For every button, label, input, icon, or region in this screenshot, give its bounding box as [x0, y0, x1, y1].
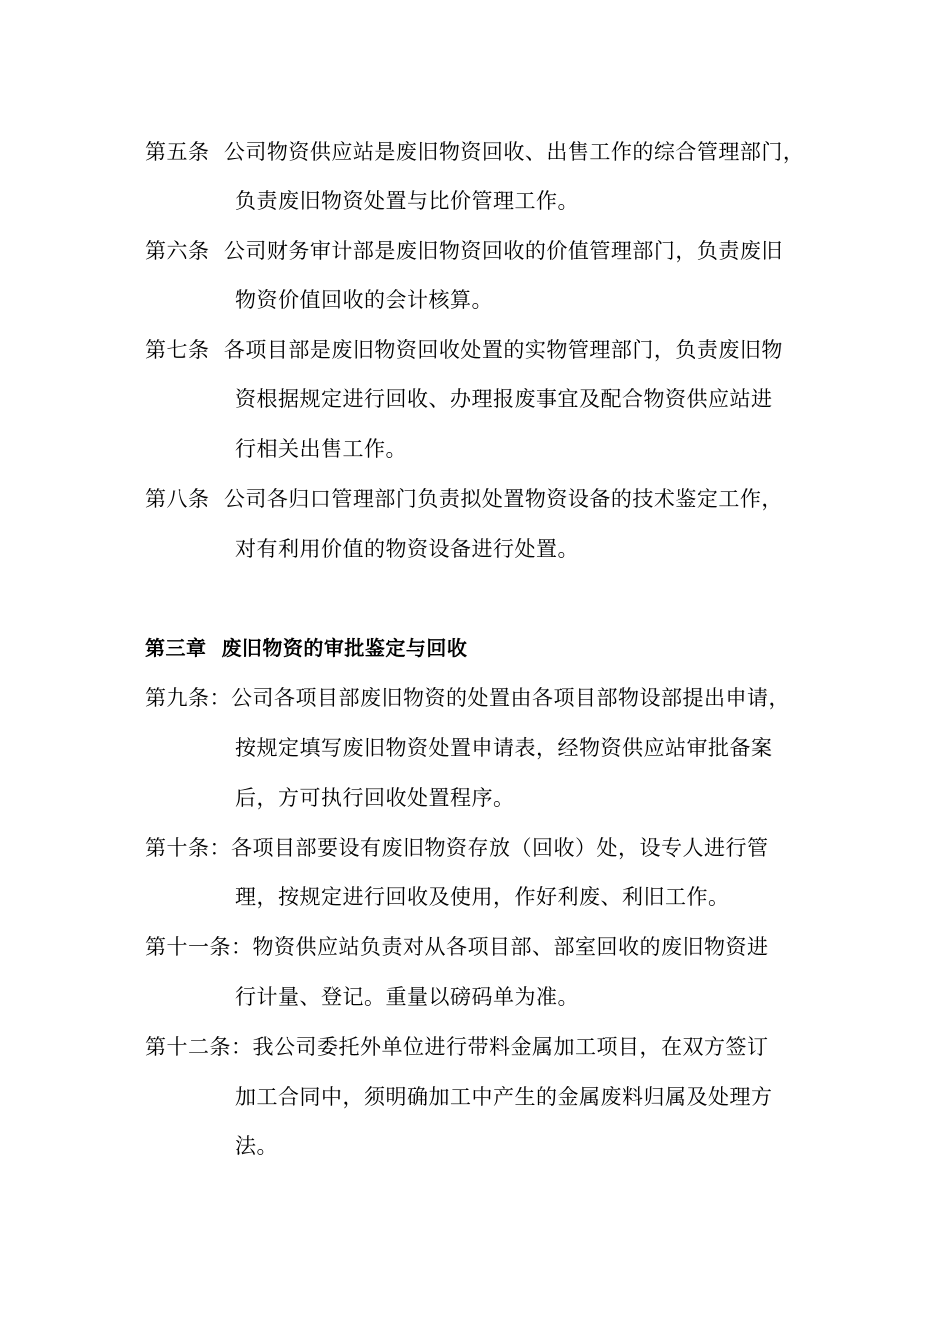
article-label: 第七条 [145, 338, 210, 362]
article-9-line-3: 后，方可执行回收处置程序。 [235, 786, 515, 810]
article-label: 第五条 [145, 140, 210, 164]
article-text: 公司物资供应站是废旧物资回收、出售工作的综合管理部门， [223, 140, 805, 164]
article-text: 物资供应站负责对从各项目部、部室回收的废旧物资进 [252, 935, 769, 959]
article-label: 第十一条： [145, 935, 253, 959]
article-6-line-1 [145, 236, 783, 266]
article-7-line-2: 资根据规定进行回收、办理报废事宜及配合物资供应站进 [235, 387, 773, 411]
article-text: 公司各项目部废旧物资的处置由各项目部物设部提出申请， [231, 686, 790, 710]
article-label: 第六条 [145, 239, 210, 263]
article-7-line-3: 行相关出售工作。 [235, 437, 407, 461]
article-12-line-3: 法。 [235, 1134, 278, 1158]
article-text: 各项目部要设有废旧物资存放（回收）处，设专人进行管 [231, 836, 769, 860]
article-text: 公司各归口管理部门负责拟处置物资设备的技术鉴定工作， [223, 487, 783, 511]
chapter-title: 废旧物资的审批鉴定与回收 [221, 636, 468, 660]
article-text: 各项目部是废旧物资回收处置的实物管理部门，负责废旧物 [223, 338, 783, 362]
article-label: 第八条 [145, 487, 210, 511]
article-text: 公司财务审计部是废旧物资回收的价值管理部门，负责废旧 [223, 239, 783, 263]
chapter-heading [145, 633, 467, 663]
article-5-line-2: 负责废旧物资处置与比价管理工作。 [235, 189, 579, 213]
article-12-line-2: 加工合同中，须明确加工中产生的金属废料归属及处理方 [235, 1085, 773, 1109]
article-9-line-1 [145, 683, 790, 713]
article-5-line-1 [145, 137, 804, 167]
article-11-line-2: 行计量、登记。重量以磅码单为准。 [235, 985, 579, 1009]
article-9-line-2: 按规定填写废旧物资处置申请表，经物资供应站审批备案 [235, 736, 773, 760]
article-7-line-1 [145, 335, 783, 365]
article-8-line-2: 对有利用价值的物资设备进行处置。 [235, 537, 579, 561]
article-label: 第十二条： [145, 1035, 253, 1059]
article-8-line-1 [145, 484, 783, 514]
article-12-line-1 [145, 1032, 769, 1062]
article-6-line-2: 物资价值回收的会计核算。 [235, 288, 493, 312]
chapter-label: 第三章 [145, 636, 207, 660]
article-text: 我公司委托外单位进行带料金属加工项目，在双方签订 [252, 1035, 769, 1059]
article-10-line-2: 理，按规定进行回收及使用，作好利废、利旧工作。 [235, 885, 730, 909]
article-label: 第十条： [145, 836, 231, 860]
article-11-line-1 [145, 932, 769, 962]
article-10-line-1 [145, 833, 769, 863]
article-label: 第九条： [145, 686, 231, 710]
